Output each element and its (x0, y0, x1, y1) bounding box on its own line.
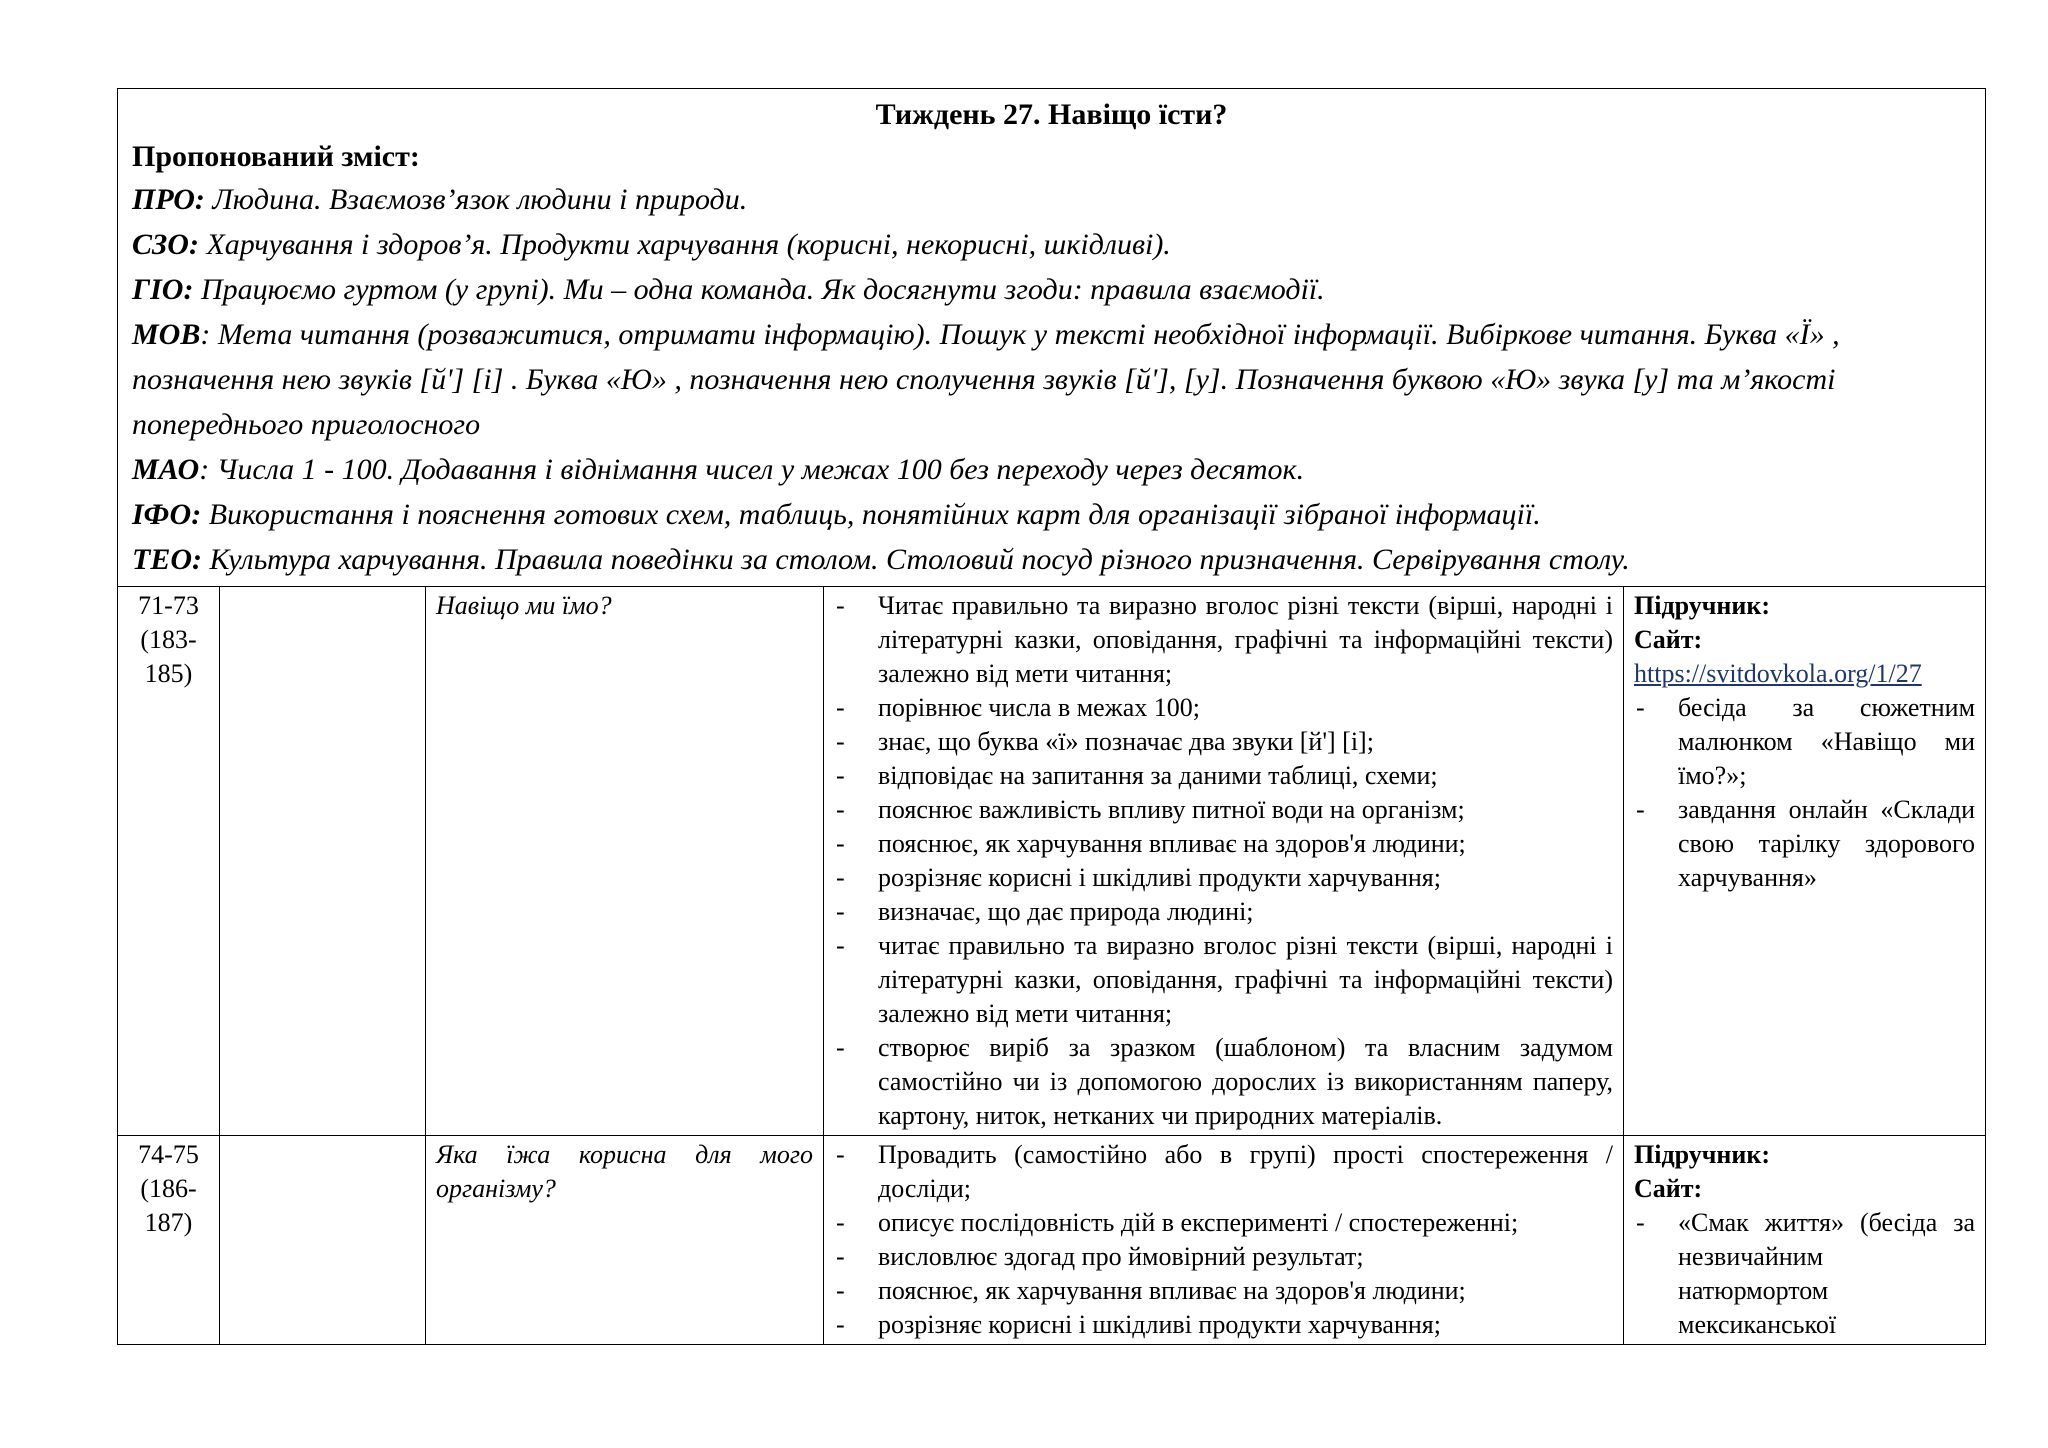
subject-code: МАО (132, 453, 200, 486)
proposed-content-label: Пропонований зміст: (132, 140, 420, 173)
lesson-number: 74-75 (186-187) (118, 1136, 220, 1345)
list-item: - створює виріб за зразком (шаблоном) та власним задумом самостійно чи із допомогою дорослих із використанням паперу, картону, ниток, нетканих чи природних матеріалів. (834, 1031, 1613, 1133)
list-item: - завдання онлайн «Склади свою тарілку здорового харчування» (1634, 793, 1975, 895)
subject-teo (132, 537, 1971, 582)
resources-cell (1624, 1136, 1986, 1345)
list-item: - пояснює, як харчування впливає на здоров'я людини; (834, 827, 1613, 861)
resources-list (1634, 691, 1975, 895)
textbook-label: Підручник: (1634, 1140, 1770, 1169)
list-item: - Провадить (самостійно або в групі) прості спостереження / досліди; (834, 1138, 1613, 1206)
site-label: Сайт: (1634, 625, 1703, 654)
header-row (118, 89, 1986, 587)
lesson-plan-table (117, 88, 1986, 1345)
subject-ifo (132, 492, 1971, 537)
lesson-topic: Яка їжа корисна для мого організму? (426, 1136, 824, 1345)
subject-mov (132, 312, 1971, 447)
subject-text: : Числа 1 - 100. Додавання і віднімання чисел у межах 100 без переходу через десяток. (199, 453, 1305, 486)
resources-list (1634, 1206, 1975, 1342)
list-item: - визначає, що дає природа людині; (834, 895, 1613, 929)
subject-text: Працюємо гуртом (у групі). Ми – одна команда. Як досягнути згоди: правила взаємодії. (193, 273, 1325, 306)
site-link[interactable]: https://svitdovkola.org/1/27 (1634, 659, 1922, 688)
empty-cell (220, 1136, 426, 1345)
lesson-number: 71-73 (183-185) (118, 587, 220, 1136)
lesson-topic: Навіщо ми їмо? (426, 587, 824, 1136)
list-item: - бесіда за сюжетним малюнком «Навіщо ми їмо?»; (1634, 691, 1975, 793)
textbook-label: Підручник: (1634, 591, 1770, 620)
list-item: - «Смак життя» (бесіда за незвичайним натюрмортом мексиканської (1634, 1206, 1975, 1342)
subject-code: ІФО: (132, 498, 202, 531)
list-item: - пояснює, як харчування впливає на здоров'я людини; (834, 1274, 1613, 1308)
subject-text: Людина. Взаємозв’язок людини і природи. (204, 183, 748, 216)
list-item: - порівнює числа в межах 100; (834, 691, 1613, 725)
outcomes-cell (824, 1136, 1624, 1345)
list-item: - пояснює важливість впливу питної води на організм; (834, 793, 1613, 827)
header-cell (118, 89, 1986, 587)
outcomes-list (834, 1138, 1613, 1342)
subject-code: СЗО: (132, 228, 199, 261)
subject-mao (132, 447, 1971, 492)
subject-code: ТЕО: (132, 543, 202, 576)
resources-cell (1624, 587, 1986, 1136)
subject-szo (132, 222, 1971, 267)
list-item: - Читає правильно та виразно вголос різні тексти (вірші, народні і літературні казки, оповідання, графічні та інформаційні тексти) залежно від мети читання; (834, 589, 1613, 691)
subject-code: ГІО: (132, 273, 194, 306)
subject-text: Культура харчування. Правила поведінки за столом. Столовий посуд різного призначення. Сервірування столу. (202, 543, 1630, 576)
list-item: - відповідає на запитання за даними таблиці, схеми; (834, 759, 1613, 793)
week-title: Тиждень 27. Навіщо їсти? (875, 98, 1228, 131)
subject-pro (132, 177, 1971, 222)
list-item: - висловлює здогад про ймовірний результат; (834, 1240, 1613, 1274)
list-item: - описує послідовність дій в експерименті / спостереженні; (834, 1206, 1613, 1240)
subject-text: : Мета читання (розважитися, отримати інформацію). Пошук у тексті необхідної інформації. Вибіркове читання. Буква «Ї» , позначення нею звуків [й'] [і] . Буква «Ю» , позначення нею сполучення звуків [й'], [у]. Позначення буквою «Ю» звука [у] та м’якості попереднього приголосного (132, 318, 1840, 441)
list-item: - знає, що буква «ї» позначає два звуки [й'] [і]; (834, 725, 1613, 759)
outcomes-list (834, 589, 1613, 1133)
subject-text: Харчування і здоров’я. Продукти харчування (корисні, некорисні, шкідливі). (198, 228, 1171, 261)
subject-code: МОВ (132, 318, 201, 351)
empty-cell (220, 587, 426, 1136)
subject-code: ПРО: (132, 183, 205, 216)
list-item: - читає правильно та виразно вголос різні тексти (вірші, народні і літературні казки, оповідання, графічні та інформаційні тексти) залежно від мети читання; (834, 929, 1613, 1031)
subject-text: Використання і пояснення готових схем, таблиць, понятійних карт для організації зібраної інформації. (201, 498, 1541, 531)
list-item: - розрізняє корисні і шкідливі продукти харчування; (834, 1308, 1613, 1342)
list-item: - розрізняє корисні і шкідливі продукти харчування; (834, 861, 1613, 895)
table-row (118, 1136, 1986, 1345)
site-label: Сайт: (1634, 1174, 1703, 1203)
subject-gio (132, 267, 1971, 312)
table-row (118, 587, 1986, 1136)
outcomes-cell (824, 587, 1624, 1136)
